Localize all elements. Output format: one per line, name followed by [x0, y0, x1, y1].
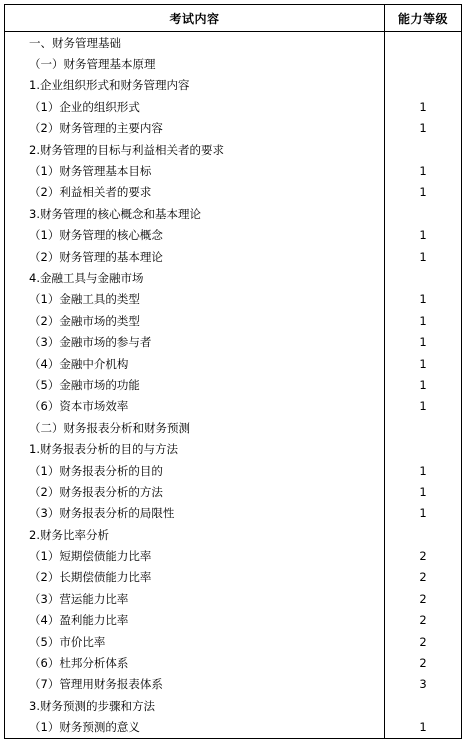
row-ability-level: 2 — [385, 610, 462, 631]
table-row — [5, 289, 462, 310]
row-content: （4）金融中介机构 — [5, 353, 385, 374]
row-ability-level: 2 — [385, 545, 462, 566]
row-content: 一、财务管理基础 — [5, 32, 385, 54]
table-row — [5, 53, 462, 74]
row-ability-level: 1 — [385, 481, 462, 502]
row-content: （2）财务报表分析的方法 — [5, 481, 385, 502]
table-row — [5, 396, 462, 417]
row-ability-level — [385, 139, 462, 160]
row-content: （2）金融市场的类型 — [5, 310, 385, 331]
table-row — [5, 481, 462, 502]
row-ability-level: 1 — [385, 717, 462, 739]
table-row — [5, 32, 462, 54]
row-ability-level: 1 — [385, 460, 462, 481]
row-ability-level: 1 — [385, 246, 462, 267]
row-ability-level: 1 — [385, 374, 462, 395]
row-ability-level: 1 — [385, 160, 462, 181]
table-row — [5, 524, 462, 545]
row-content: 2.财务比率分析 — [5, 524, 385, 545]
table-row — [5, 695, 462, 716]
table-row — [5, 631, 462, 652]
table-row — [5, 717, 462, 739]
table-row — [5, 139, 462, 160]
row-content: （1）财务预测的意义 — [5, 717, 385, 739]
row-ability-level: 1 — [385, 353, 462, 374]
row-ability-level — [385, 267, 462, 288]
table-row — [5, 460, 462, 481]
row-ability-level: 1 — [385, 225, 462, 246]
row-ability-level: 3 — [385, 674, 462, 695]
row-content: （6）杜邦分析体系 — [5, 652, 385, 673]
table-body — [5, 32, 462, 739]
row-ability-level: 2 — [385, 588, 462, 609]
row-content: 1.企业组织形式和财务管理内容 — [5, 75, 385, 96]
table-row — [5, 203, 462, 224]
row-ability-level: 1 — [385, 289, 462, 310]
table-row — [5, 75, 462, 96]
row-content: （7）管理用财务报表体系 — [5, 674, 385, 695]
table-row — [5, 267, 462, 288]
row-content: （2）财务管理的基本理论 — [5, 246, 385, 267]
row-content: （3）财务报表分析的局限性 — [5, 503, 385, 524]
row-content: （2）财务管理的主要内容 — [5, 118, 385, 139]
table-row — [5, 374, 462, 395]
row-ability-level — [385, 53, 462, 74]
table-row — [5, 182, 462, 203]
syllabus-table-container — [4, 4, 461, 739]
row-ability-level: 1 — [385, 182, 462, 203]
row-ability-level: 1 — [385, 331, 462, 352]
row-content: 2.财务管理的目标与利益相关者的要求 — [5, 139, 385, 160]
row-content: （3）营运能力比率 — [5, 588, 385, 609]
row-content: （1）财务报表分析的目的 — [5, 460, 385, 481]
row-ability-level — [385, 695, 462, 716]
row-ability-level — [385, 203, 462, 224]
table-row — [5, 225, 462, 246]
table-row — [5, 567, 462, 588]
row-ability-level: 1 — [385, 96, 462, 117]
row-content: （1）金融工具的类型 — [5, 289, 385, 310]
row-ability-level: 2 — [385, 652, 462, 673]
table-row — [5, 674, 462, 695]
table-row — [5, 652, 462, 673]
table-row — [5, 610, 462, 631]
table-row — [5, 417, 462, 438]
row-content: （2）利益相关者的要求 — [5, 182, 385, 203]
row-ability-level — [385, 417, 462, 438]
row-ability-level: 1 — [385, 310, 462, 331]
table-row — [5, 503, 462, 524]
syllabus-table — [4, 4, 462, 739]
row-content: （2）长期偿债能力比率 — [5, 567, 385, 588]
row-content: 3.财务预测的步骤和方法 — [5, 695, 385, 716]
row-content: （5）市价比率 — [5, 631, 385, 652]
table-row — [5, 96, 462, 117]
row-ability-level: 2 — [385, 631, 462, 652]
row-content: 4.金融工具与金融市场 — [5, 267, 385, 288]
row-content: 3.财务管理的核心概念和基本理论 — [5, 203, 385, 224]
header-ability-level: 能力等级 — [385, 5, 462, 32]
table-row — [5, 310, 462, 331]
row-content: 1.财务报表分析的目的与方法 — [5, 438, 385, 459]
table-row — [5, 331, 462, 352]
row-content: （1）财务管理的核心概念 — [5, 225, 385, 246]
row-ability-level — [385, 438, 462, 459]
table-row — [5, 160, 462, 181]
table-row — [5, 118, 462, 139]
table-header-row — [5, 5, 462, 32]
row-ability-level: 1 — [385, 396, 462, 417]
table-row — [5, 438, 462, 459]
row-content: （二）财务报表分析和财务预测 — [5, 417, 385, 438]
row-ability-level — [385, 32, 462, 54]
row-ability-level — [385, 75, 462, 96]
row-content: （1）企业的组织形式 — [5, 96, 385, 117]
row-content: （1）短期偿债能力比率 — [5, 545, 385, 566]
row-ability-level: 2 — [385, 567, 462, 588]
table-row — [5, 246, 462, 267]
row-content: （1）财务管理基本目标 — [5, 160, 385, 181]
row-ability-level: 1 — [385, 118, 462, 139]
row-content: （4）盈利能力比率 — [5, 610, 385, 631]
row-content: （3）金融市场的参与者 — [5, 331, 385, 352]
header-content: 考试内容 — [5, 5, 385, 32]
row-ability-level: 1 — [385, 503, 462, 524]
row-content: （6）资本市场效率 — [5, 396, 385, 417]
row-content: （一）财务管理基本原理 — [5, 53, 385, 74]
table-row — [5, 545, 462, 566]
row-content: （5）金融市场的功能 — [5, 374, 385, 395]
table-row — [5, 353, 462, 374]
table-row — [5, 588, 462, 609]
row-ability-level — [385, 524, 462, 545]
